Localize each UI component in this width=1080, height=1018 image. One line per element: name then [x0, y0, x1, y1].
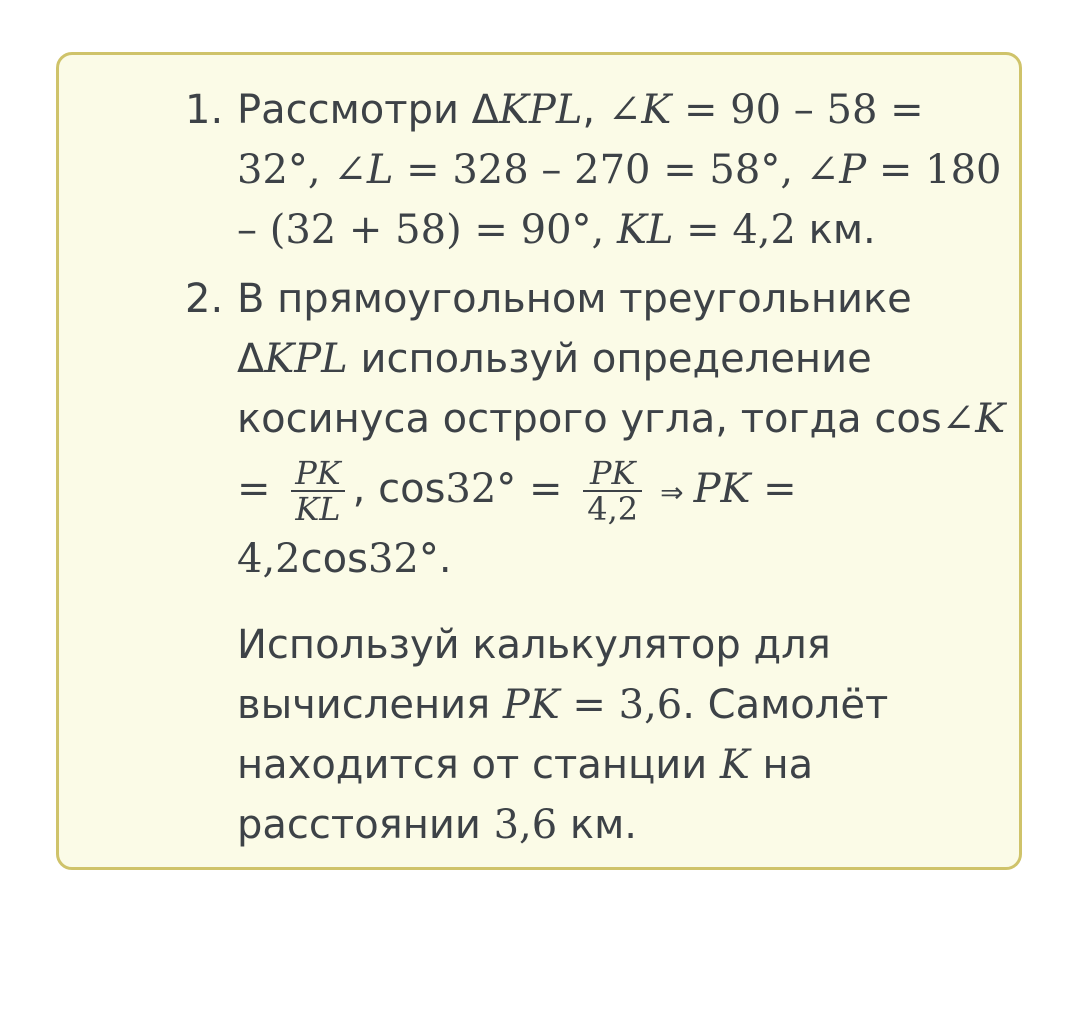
- math-var: KPL: [499, 87, 583, 133]
- text: на: [749, 742, 814, 788]
- implies-icon: ⇒: [660, 476, 684, 509]
- math-expr: 4,2: [237, 536, 301, 582]
- math-var: PK: [502, 682, 560, 728]
- text: cos: [300, 536, 368, 582]
- math-var: KPL: [264, 336, 348, 382]
- step-1-text: [237, 80, 1002, 260]
- angle-symbol: ∠: [941, 396, 976, 442]
- fraction-numerator: PK: [583, 456, 642, 492]
- step-number: 2.: [185, 276, 224, 322]
- unit-text: км.: [795, 207, 876, 253]
- math-expr: = 328 – 270 = 58°,: [393, 147, 806, 193]
- solution-card: [56, 52, 1022, 870]
- math-var: PK: [693, 466, 751, 512]
- text: . Самолёт: [682, 682, 889, 728]
- text: косинуса острого угла, тогда cos: [237, 396, 942, 442]
- math-var: L: [366, 147, 394, 193]
- fraction-denominator: KL: [295, 490, 341, 528]
- math-var: K: [975, 396, 1006, 442]
- delta-symbol: Δ: [237, 336, 265, 382]
- text: , cos: [352, 466, 446, 512]
- math-expr: – (32 + 58) = 90°,: [237, 207, 617, 253]
- math-expr: = 90 – 58 =: [671, 87, 924, 133]
- angle-symbol: ∠: [333, 147, 367, 193]
- math-expr: =: [750, 466, 797, 512]
- text: Рассмотри Δ: [237, 87, 500, 133]
- text: вычисления: [237, 682, 503, 728]
- fraction-numerator: PK: [291, 456, 344, 492]
- math-expr: = 3,6: [559, 682, 683, 728]
- math-expr: 32°: [367, 536, 439, 582]
- text: используй определение: [347, 336, 872, 382]
- text-line: В прямоугольном треугольнике: [237, 276, 912, 322]
- equals-sign: =: [237, 466, 271, 512]
- step-2-text: [237, 269, 1006, 589]
- text: км.: [557, 802, 637, 848]
- angle-symbol: ∠: [805, 147, 840, 193]
- fraction-pk-kl: [291, 456, 344, 526]
- math-var: K: [719, 742, 750, 788]
- fraction-denominator: 4,2: [587, 490, 639, 528]
- math-expr: = 180: [866, 147, 1002, 193]
- text: ,: [582, 87, 608, 133]
- math-expr: 3,6: [493, 802, 558, 848]
- text: расстоянии: [237, 802, 494, 848]
- text: находится от станции: [237, 742, 720, 788]
- math-var: KL: [616, 207, 674, 253]
- math-expr: 32°,: [237, 147, 334, 193]
- math-var: K: [641, 87, 672, 133]
- conclusion-text: [237, 615, 997, 855]
- math-expr: 32° =: [445, 466, 563, 512]
- math-var: P: [839, 147, 867, 193]
- step-number: 1.: [185, 87, 224, 133]
- math-expr: = 4,2: [673, 207, 796, 253]
- fraction-pk-42: [583, 456, 642, 526]
- angle-symbol: ∠: [607, 87, 642, 133]
- text: .: [438, 536, 452, 582]
- text-line: Используй калькулятор для: [237, 622, 831, 668]
